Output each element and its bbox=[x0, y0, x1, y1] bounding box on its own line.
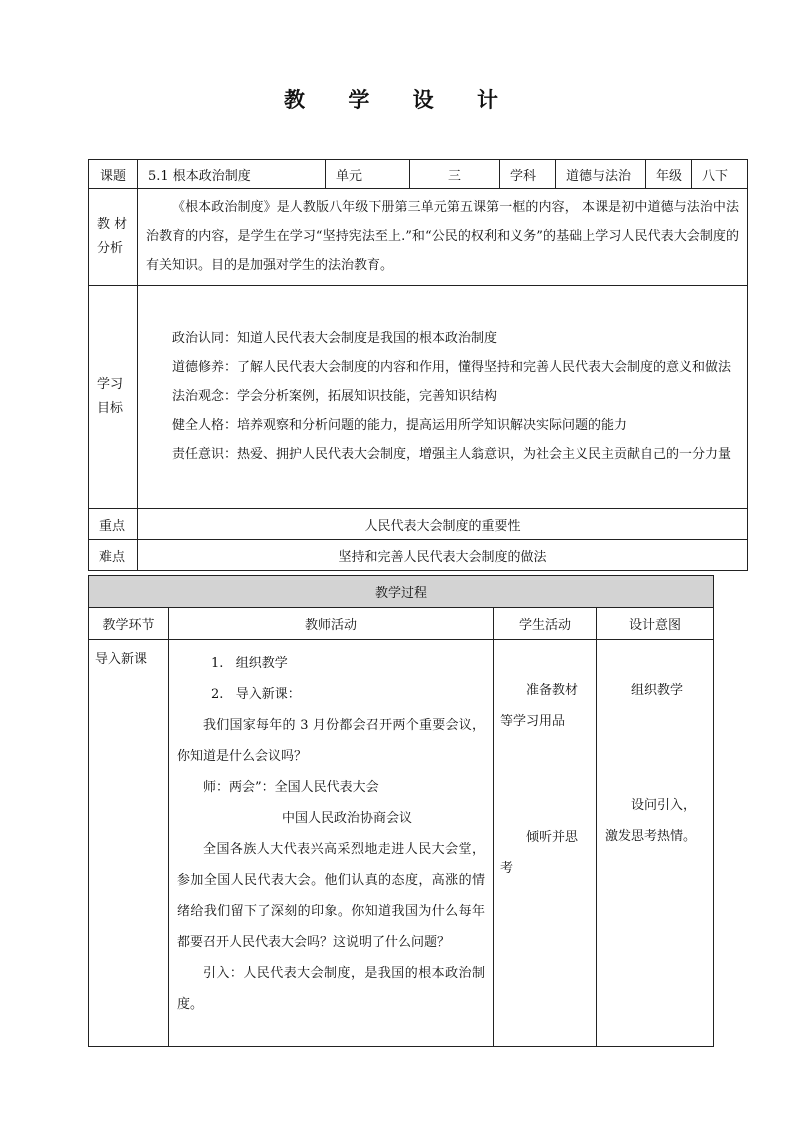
objective-item: 道德修养：了解人民代表大会制度的内容和作用，懂得坚持和完善人民代表大会制度的意义和做法 bbox=[172, 359, 732, 375]
key-point-text: 人民代表大会制度的重要性 bbox=[138, 509, 748, 540]
unit-value: 三 bbox=[410, 160, 500, 189]
objective-item: 责任意识：热爱、拥护人民代表大会制度，增强主人翁意识，为社会主义民主贡献自己的一分力量 bbox=[172, 446, 732, 462]
info-table bbox=[88, 159, 748, 571]
objective-item: 健全人格：培养观察和分析问题的能力，提高运用所学知识解决实际问题的能力 bbox=[172, 417, 628, 433]
unit-label: 单元 bbox=[326, 160, 410, 189]
teacher-answer-2: 中国人民政治协商会议 bbox=[282, 811, 413, 826]
teacher-activity-cell bbox=[169, 640, 494, 1047]
design-intent-cell bbox=[597, 640, 714, 1047]
course-label: 课题 bbox=[89, 160, 138, 189]
teacher-answer-1: 师：两会”：全国人民代表大会 bbox=[203, 780, 379, 795]
student-activity-1: 准备教材等学习用品 bbox=[500, 683, 579, 729]
column-header: 学生活动 bbox=[494, 608, 597, 640]
key-point-label: 重点 bbox=[89, 509, 138, 540]
intent-2: 设问引入，激发思考热情。 bbox=[605, 798, 697, 844]
intent-1: 组织教学 bbox=[631, 683, 684, 698]
student-activity-2: 倾听并思考 bbox=[500, 830, 579, 876]
objectives-label bbox=[89, 286, 138, 509]
stage-label: 导入新课 bbox=[95, 652, 148, 667]
subject-value: 道德与法治 bbox=[556, 160, 646, 189]
analysis-label bbox=[89, 189, 138, 286]
objectives-label-line2: 目标 bbox=[97, 401, 124, 416]
difficulty-text: 坚持和完善人民代表大会制度的做法 bbox=[138, 540, 748, 571]
process-table bbox=[88, 575, 714, 1047]
objectives-text-cell bbox=[138, 286, 748, 509]
subject-label: 学科 bbox=[500, 160, 556, 189]
page-title: 教 学 设 计 bbox=[284, 87, 516, 112]
objective-item: 政治认同：知道人民代表大会制度是我国的根本政治制度 bbox=[172, 330, 498, 346]
teacher-para-2: 全国各族人大代表兴高采烈地走进人民大会堂，参加全国人民代表大会。他们认真的态度，高涨的情绪给我们留下了深刻的印象。你知道我国为什么每年都要召开人民代表大会吗？这说明了什么问题？ bbox=[177, 842, 485, 950]
difficulty-label: 难点 bbox=[89, 540, 138, 571]
column-header: 教学环节 bbox=[89, 608, 169, 640]
teacher-para-1: 我们国家每年的 3 月份都会召开两个重要会议，你知道是什么会议吗？ bbox=[177, 718, 485, 764]
analysis-label-line1: 教 材 bbox=[97, 217, 128, 232]
teacher-para-3: 引入：人民代表大会制度，是我国的根本政治制度。 bbox=[177, 966, 485, 1012]
grade-value: 八下 bbox=[692, 160, 748, 189]
analysis-text: 《根本政治制度》是人教版八年级下册第三单元第五课第一框的内容， 本课是初中道德与法治中法治教育的内容，是学生在学习“坚持宪法至上.”和“公民的权利和义务”的基础上学习人民代表大会制度的有关知识。目的是加强对学生的法治教育。 bbox=[146, 199, 739, 273]
analysis-text-cell bbox=[138, 189, 748, 286]
student-activity-cell bbox=[494, 640, 597, 1047]
course-value: 5.1 根本政治制度 bbox=[138, 160, 326, 189]
column-header: 设计意图 bbox=[597, 608, 714, 640]
grade-label: 年级 bbox=[646, 160, 692, 189]
process-heading: 教学过程 bbox=[89, 576, 714, 608]
teacher-item-2: 2. 导入新课： bbox=[211, 687, 301, 702]
teacher-item-1: 1. 组织教学 bbox=[211, 656, 288, 671]
column-header: 教师活动 bbox=[169, 608, 494, 640]
stage-cell bbox=[89, 640, 169, 1047]
objective-item: 法治观念：学会分析案例，拓展知识技能，完善知识结构 bbox=[172, 388, 498, 404]
analysis-label-line2: 分析 bbox=[97, 241, 124, 256]
objectives-label-line1: 学习 bbox=[97, 377, 124, 392]
